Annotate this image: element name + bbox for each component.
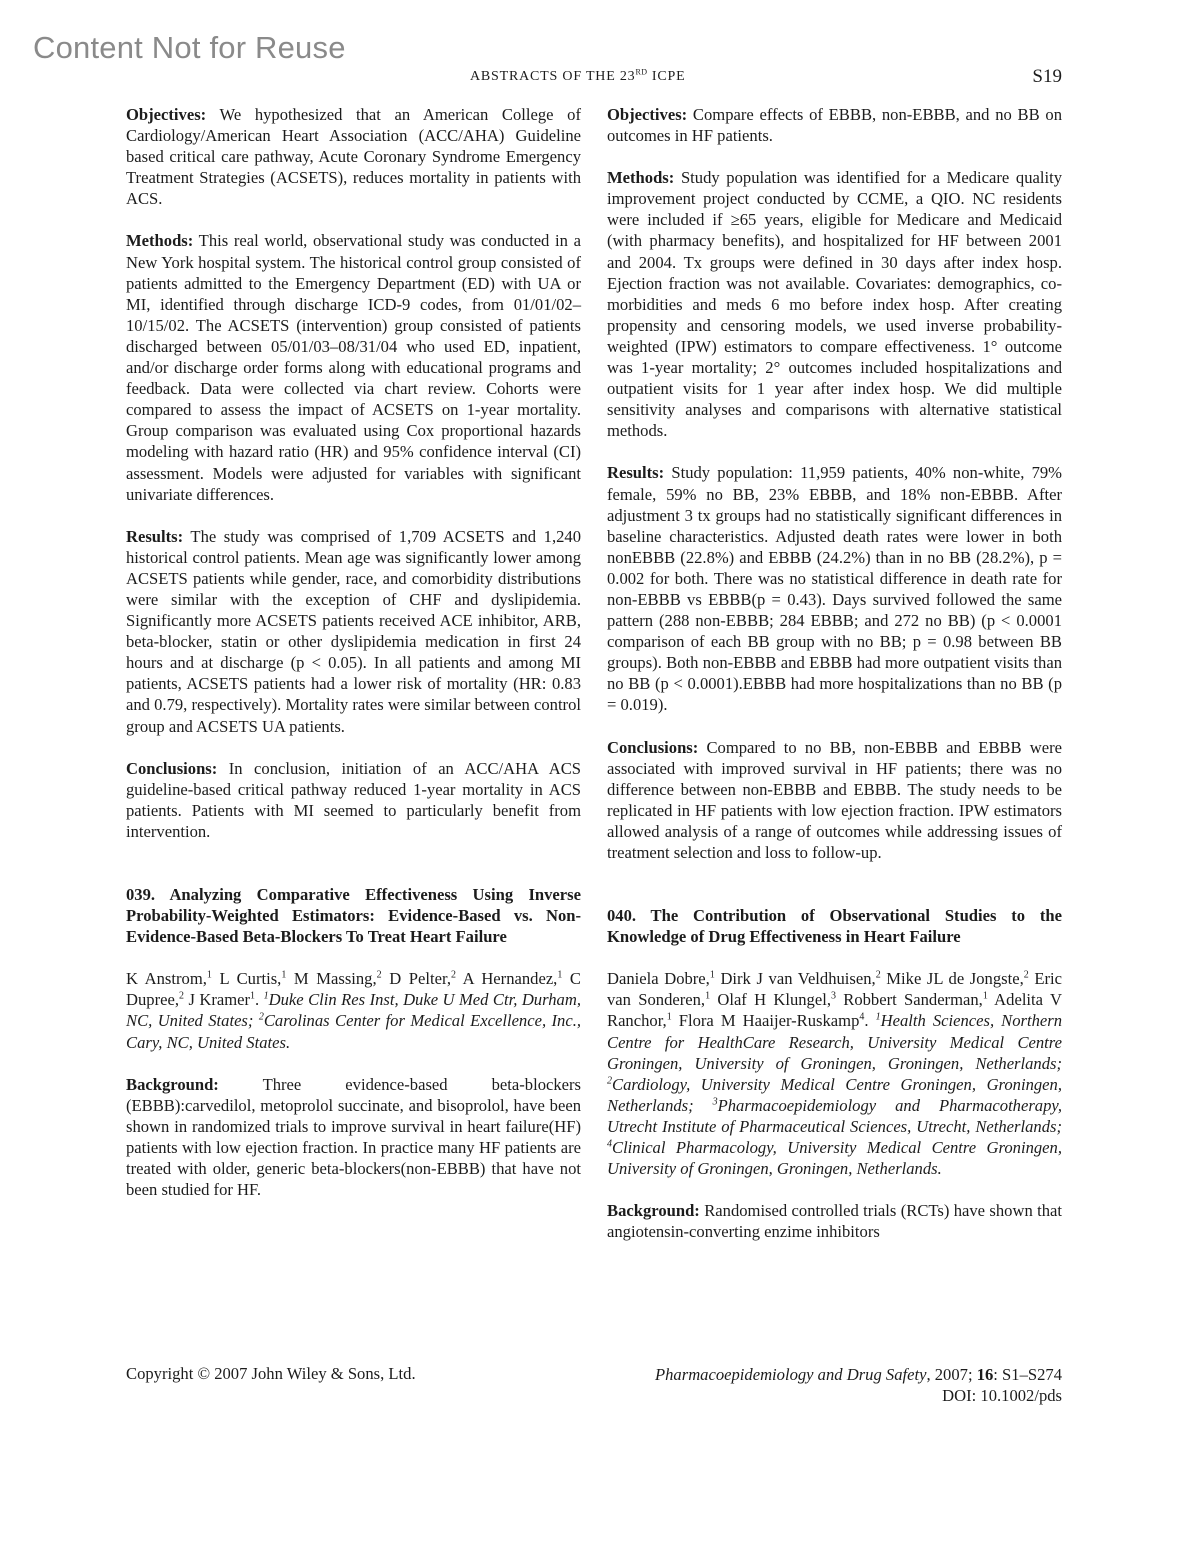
author-name: Adelita V Ranchor, [607,990,1062,1031]
author-affil-sup: 1 [206,969,212,981]
author-name: Flora M Haaijer-Ruskamp [671,1011,860,1031]
author-affil-sup: 1 [709,969,715,981]
background-label: Background: [607,1201,700,1221]
journal-name: Pharmacoepidemiology and Drug Safety [655,1365,927,1384]
author-name: M Massing, [286,969,377,989]
author-name: Mike JL de Jongste, [880,969,1024,989]
background-text: Three evidence-based beta-blockers (EBBB):carvedilol, metoprolol succinate, and bisoprolol, have been shown in randomized trials to improve survival in heart failure(HF) patients with low ejection fraction. In practice many HF patients are treated with older, generic beta-blockers(non-EBBB) that have not been studied for HF. [126,1074,581,1200]
objectives-paragraph [126,104,581,209]
author-affil-sup: 2 [451,969,456,981]
methods-paragraph [607,167,1062,441]
affiliation: Duke Clin Res Inst, Duke U Med Ctr, Durham, NC, United States; [126,990,581,1031]
objectives-text: Compare effects of EBBB, non-EBBB, and no BB on outcomes in HF patients. [607,105,1062,146]
author-affil-sup: 1 [666,1011,672,1023]
author-affil-sup: 4 [859,1011,865,1023]
running-head [470,69,685,85]
author-name: Robbert Sanderman, [835,990,983,1010]
watermark: Content Not for Reuse [33,30,346,65]
running-head-post: ICPE [647,69,686,84]
objectives-label: Objectives: [126,105,207,124]
author-name: Daniela Dobre, [607,969,710,989]
author-name: Eric van Sonderen, [607,969,1062,1010]
affiliation: Carolinas Center for Medical Excellence, Inc., Cary, NC, United States. [126,1011,581,1052]
author-affil-sup: 2 [376,969,382,981]
objectives-label: Objectives: [607,105,688,124]
author-name: Dirk J van Veldhuisen, [714,969,876,989]
author-name: C Dupree, [126,969,581,1010]
affiliation: Health Sciences, Northern Centre for HealthCare Research, University Medical Centre Groningen, University of Groningen, Groningen, Netherlands; [607,1011,1062,1073]
methods-label: Methods: [607,168,675,188]
background-paragraph [607,1200,1062,1242]
affil-sup: 4 [607,1138,612,1150]
author-affil-sup: 3 [830,990,836,1002]
left-column [126,104,581,1221]
doi: DOI: 10.1002/pds [942,1386,1062,1405]
affiliation: Pharmacoepidemiology and Pharmacotherapy, Utrecht Institute of Pharmaceutical Sciences, Utrecht, Netherlands; [607,1095,1062,1136]
author-name: K Anstrom, [126,969,207,989]
background-text: Randomised controlled trials (RCTs) have shown that angiotensin-converting enzime inhibitors [607,1201,1062,1242]
objectives-text: We hypothesized that an American College of Cardiology/American Heart Association (ACC/AHA) Guideline based critical care pathway, Acute Coronary Syndrome Emergency Treatment Strategies (ACSETS), reduces mortality in patients with ACS. [126,105,581,209]
conclusions-text: Compared to no BB, non-EBBB and EBBB were associated with improved survival in HF patients; there was no difference between non-EBBB and EBBB. The study needs to be replicated in HF patients with low ejection fraction. IPW estimators allowed analysis of a range of outcomes while addressing issues of treatment selection and loss to follow-up. [607,737,1062,862]
affil-sup: 1 [875,1011,881,1023]
author-affil-sup: 2 [875,969,881,981]
methods-label: Methods: [126,231,194,251]
conclusions-label: Conclusions: [126,758,218,778]
abstract-039-authors [126,968,581,1052]
affil-sup: 1 [263,990,269,1002]
conclusions-paragraph [607,737,1062,864]
conclusions-text: In conclusion, initiation of an ACC/AHA ACS guideline-based critical pathway reduced 1-year mortality in ACS patients. Patients with MI seemed to particularly benefit from intervention. [126,758,581,841]
results-paragraph [607,462,1062,715]
author-affil-sup: 1 [705,990,711,1002]
affil-sup: 3 [712,1096,718,1108]
affil-sup: 2 [607,1075,612,1087]
author-name: A Hernandez, [456,969,558,989]
citation-year: , 2007; [926,1365,977,1384]
citation-volume: 16 [976,1365,994,1384]
author-affil-sup: 1 [250,990,256,1002]
abstract-039-title: 039. Analyzing Comparative Effectiveness Using Inverse Probability-Weighted Estimators: Evidence-Based vs. Non-Evidence-Based Beta-Blockers To Treat Heart Failure [126,885,581,947]
conclusions-paragraph [126,758,581,842]
affiliations [607,1011,1062,1178]
background-paragraph [126,1074,581,1201]
page-number: S19 [1032,66,1062,87]
author-affil-sup: 1 [281,969,287,981]
author-affil-sup: 2 [178,990,184,1002]
methods-paragraph [126,230,581,504]
results-paragraph [126,526,581,737]
running-head-pre: ABSTRACTS OF THE 23 [470,69,636,84]
background-label: Background: [126,1074,219,1094]
affil-sup: 2 [258,1011,264,1023]
results-text: The study was comprised of 1,709 ACSETS and 1,240 historical control patients. Mean age was significantly lower among ACSETS patients while gender, race, and comorbidity distributions were similar with the exception of CHF and dyslipidemia. Significantly more ACSETS patients received ACE inhibitor, ARB, beta-blocker, statin or other dyslipidemia medication in first 24 hours and at discharge (p < 0.05). In all patients and among MI patients, ACSETS patients had a lower risk of mortality (HR: 0.83 and 0.79, respectively). Mortality rates were similar between control group and ACSETS UA patients. [126,526,581,736]
author-name: L Curtis, [211,969,282,989]
conclusions-label: Conclusions: [607,737,699,757]
author-name: D Pelter, [381,969,451,989]
abstract-040-authors [607,968,1062,1179]
right-column [607,104,1062,1263]
copyright-notice: Copyright © 2007 John Wiley & Sons, Ltd. [126,1364,416,1383]
author-affil-sup: 2 [1023,969,1029,981]
journal-citation [655,1364,1062,1406]
results-label: Results: [126,526,184,546]
objectives-paragraph [607,104,1062,146]
running-head-sup: RD [635,67,648,77]
author-name: J Kramer [183,990,251,1010]
methods-text: Study population was identified for a Medicare quality improvement project conducted by CCME, a QIO. NC residents were included if ≥65 years, eligible for Medicare and Medicaid (with pharmacy benefits), and hospitalized for HF between 2001 and 2004. Tx groups were defined in 30 days after index hosp. Ejection fraction was not available. Covariates: demographics, co-morbidities and meds 6 mo before index hosp. After creating propensity and censoring models, we used inverse probability-weighted (IPW) estimators to compare effectiveness. 1° outcome was 1-year mortality; 2° outcomes included hospitalizations and outpatient visits for 1 year after index hosp. We did multiple sensitivity analyses and comparisons with alternative statistical methods. [607,168,1062,441]
author-separator: . [864,1011,876,1031]
affiliation: Cardiology, University Medical Centre Groningen, Groningen, Netherlands; [607,1074,1062,1115]
affiliation: Clinical Pharmacology, University Medical Centre Groningen, University of Groningen, Groningen, Netherlands. [607,1138,1062,1179]
citation-line [655,1364,1062,1385]
author-separator: . [255,990,264,1010]
author-name: Olaf H Klungel, [710,990,831,1010]
results-label: Results: [607,463,665,483]
abstract-040-title: 040. The Contribution of Observational Studies to the Knowledge of Drug Effectiveness in Heart Failure [607,906,1062,947]
methods-text: This real world, observational study was conducted in a New York hospital system. The historical control group consisted of patients admitted to the Emergency Department (ED) with UA or MI, identified through discharge ICD-9 codes, from 01/01/02–10/15/02. The ACSETS (intervention) group consisted of patients discharged between 05/01/03–08/31/04 who used ED, inpatient, and/or discharge order forms along with educational programs and feedback. Data were collected via chart review. Cohorts were compared to assess the impact of ACSETS on 1-year mortality. Group comparison was evaluated using Cox proportional hazards modeling with hazard ratio (HR) and 95% confidence interval (CI) assessment. Models were adjusted for variables with significant univariate differences. [126,231,581,504]
author-affil-sup: 1 [557,969,563,981]
author-affil-sup: 1 [982,990,988,1002]
citation-pages: : S1–S274 [993,1365,1062,1384]
results-text: Study population: 11,959 patients, 40% non-white, 79% female, 59% no BB, 23% EBBB, and 18% non-EBBB. After adjustment 3 tx groups had no statistically significant differences in baseline characteristics. Adjusted death rates were lower in both nonEBBB (22.8%) and EBBB (24.2%) than in no BB (28.2%), p = 0.002 for both. There was no statistical difference in death rate for non-EBBB vs EBBB(p = 0.43). Days survived followed the same pattern (288 non-EBBB; 284 EBBB; and 272 no BB) (p < 0.0001 comparison of each BB group with no BB; p = 0.98 between BB groups). Both non-EBBB and EBBB had more outpatient visits than no BB (p < 0.0001).EBBB had more hospitalizations than no BB (p = 0.019). [607,463,1062,715]
